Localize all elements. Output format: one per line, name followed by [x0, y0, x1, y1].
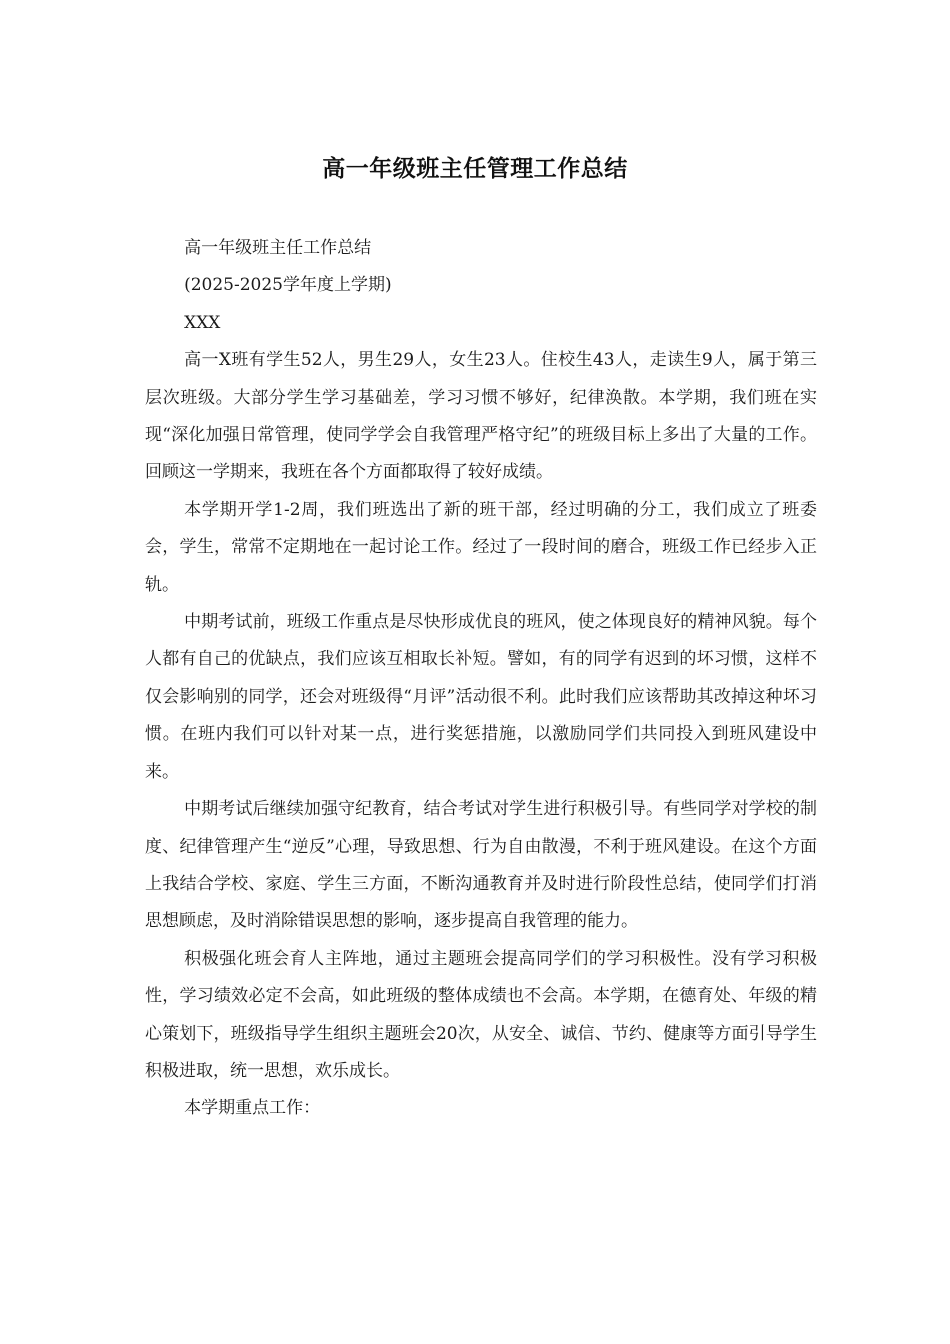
document-body: [145, 230, 817, 1128]
body-paragraph: 积极强化班会育人主阵地，通过主题班会提高同学们的学习积极性。没有学习积极性，学习绩效必定不会高，如此班级的整体成绩也不会高。本学期，在德育处、年级的精心策划下，班级指导学生组织主题班会20次，从安全、诚信、节约、健康等方面引导学生积极进取，统一思想，欢乐成长。: [145, 948, 817, 1081]
subtitle-line: 高一年级班主任工作总结: [184, 238, 372, 258]
term-line: (2025-2025学年度上学期): [184, 275, 392, 296]
body-paragraph: 中期考试前，班级工作重点是尽快形成优良的班风，使之体现良好的精神风貌。每个人都有自己的优缺点，我们应该互相取长补短。譬如，有的同学有迟到的坏习惯，这样不仅会影响别的同学，还会对班级得“月评”活动很不利。此时我们应该帮助其改掉这种坏习惯。在班内我们可以针对某一点，进行奖惩措施，以激励同学们共同投入到班风建设中来。: [145, 612, 817, 782]
author-line: XXX: [184, 312, 221, 333]
document-title: 高一年级班主任管理工作总结: [322, 156, 628, 182]
body-paragraph: 本学期开学1-2周，我们班选出了新的班干部，经过明确的分工，我们成立了班委会，学生，常常不定期地在一起讨论工作。经过了一段时间的磨合，班级工作已经步入正轨。: [145, 499, 817, 595]
body-paragraph: 中期考试后继续加强守纪教育，结合考试对学生进行积极引导。有些同学对学校的制度、纪律管理产生“逆反”心理，导致思想、行为自由散漫，不利于班风建设。在这个方面上我结合学校、家庭、学生三方面，不断沟通教育并及时进行阶段性总结，使同学们打消思想顾虑，及时消除错误思想的影响，逐步提高自我管理的能力。: [145, 799, 817, 932]
body-paragraph: 高一X班有学生52人，男生29人，女生23人。住校生43人，走读生9人，属于第三层次班级。大部分学生学习基础差，学习习惯不够好，纪律涣散。本学期，我们班在实现“深化加强日常管理，使同学学会自我管理严格守纪”的班级目标上多出了大量的工作。回顾这一学期来，我班在各个方面都取得了较好成绩。: [145, 350, 817, 483]
section-heading-line: 本学期重点工作：: [184, 1098, 321, 1119]
